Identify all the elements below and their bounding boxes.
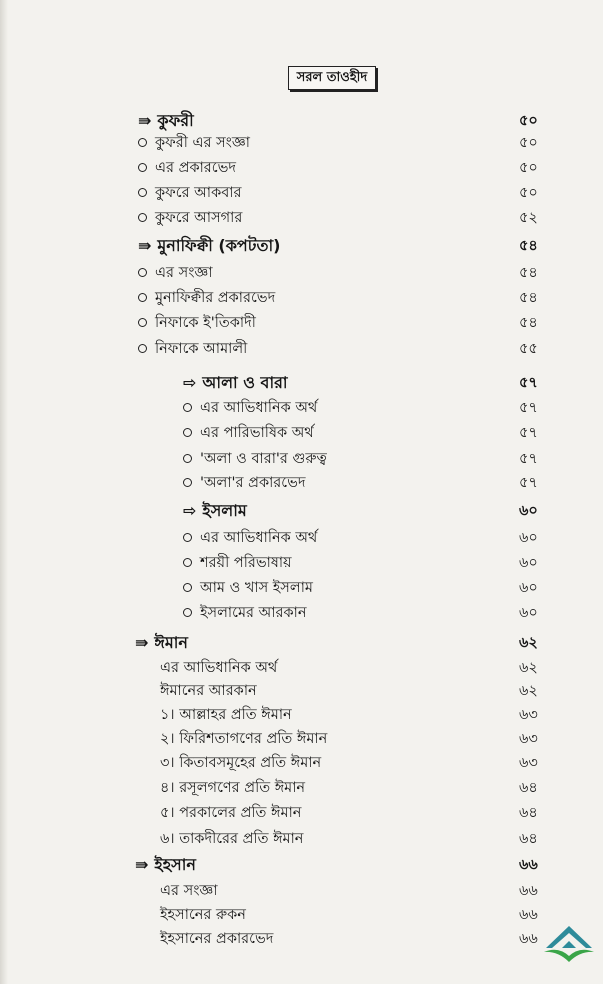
toc-entry-label bbox=[183, 525, 317, 551]
toc-entry-text: ৬। তাকদীরের প্রতি ঈমান bbox=[160, 831, 304, 847]
toc-entry-row bbox=[0, 800, 603, 826]
toc-entry-row bbox=[0, 336, 603, 362]
arrow-icon: ⇛ bbox=[138, 111, 152, 130]
toc-entry-text: এর আভিধানিক অর্থ bbox=[160, 660, 278, 676]
toc-page-number: ৬৪ bbox=[519, 805, 538, 821]
toc-page-number: ৫৪ bbox=[519, 315, 538, 331]
circle-bullet-icon bbox=[138, 163, 147, 172]
toc-entry-text: ইসলামের আরকান bbox=[200, 605, 307, 621]
toc-page-number: ৬২ bbox=[519, 635, 538, 651]
toc-entry-text: শরয়ী পরিভাষায় bbox=[200, 555, 292, 571]
toc-entry-text: ইহসানের প্রকারভেদ bbox=[160, 931, 274, 947]
circle-bullet-icon bbox=[138, 344, 147, 353]
toc-section-row bbox=[0, 370, 603, 396]
toc-entry-text: ইসলাম bbox=[202, 501, 247, 520]
toc-entry-label bbox=[138, 180, 241, 206]
toc-entry-text: কুফরে আসগার bbox=[155, 210, 243, 226]
toc-page-number: ৫০ bbox=[519, 185, 538, 201]
toc-entry-label bbox=[160, 726, 327, 752]
toc-entry-text: ৫। পরকালের প্রতি ঈমান bbox=[160, 805, 302, 821]
toc-entry-label bbox=[183, 575, 313, 601]
toc-entry-text: ১। আল্লাহর প্রতি ঈমান bbox=[160, 707, 292, 723]
toc-entry-label bbox=[183, 370, 288, 396]
arrow-icon: ⇛ bbox=[138, 236, 152, 255]
toc-entry-text: ৪। রসূলগণের প্রতি ঈমান bbox=[160, 780, 306, 796]
toc-page-number: ৬২ bbox=[519, 683, 538, 699]
toc-entry-row bbox=[0, 525, 603, 551]
toc-entry-text: ৩। কিতাবসমূহের প্রতি ঈমান bbox=[160, 755, 322, 771]
toc-entry-text: আম ও খাস ইসলাম bbox=[200, 580, 313, 596]
circle-bullet-icon bbox=[183, 428, 192, 437]
toc-entry-text: মুনাফিক্বীর প্রকারভেদ bbox=[155, 290, 276, 306]
toc-page-number: ৫৪ bbox=[519, 238, 538, 254]
toc-page-number: ৬৩ bbox=[519, 755, 538, 771]
toc-entry-row bbox=[0, 600, 603, 626]
toc-entry-label bbox=[183, 395, 317, 421]
toc-page-number: ৫৭ bbox=[519, 451, 538, 467]
toc-entry-row bbox=[0, 420, 603, 446]
toc-section-row bbox=[0, 852, 603, 878]
circle-bullet-icon bbox=[138, 268, 147, 277]
toc-page-number: ৫০ bbox=[519, 113, 538, 129]
toc-page-number: ৬৩ bbox=[519, 731, 538, 747]
toc-entry-text: কুফরে আকবার bbox=[155, 185, 242, 201]
toc-entry-label bbox=[138, 130, 250, 156]
circle-bullet-icon bbox=[183, 608, 192, 617]
circle-bullet-icon bbox=[138, 138, 147, 147]
toc-entry-text: নিফাকে আমালী bbox=[155, 341, 248, 357]
toc-entry-label bbox=[138, 155, 236, 181]
toc-entry-text: কুফরী bbox=[157, 111, 194, 130]
arrow-icon: ⇛ bbox=[135, 633, 149, 652]
toc-entry-row bbox=[0, 678, 603, 704]
circle-bullet-icon bbox=[183, 478, 192, 487]
toc-entry-text: ঈমান bbox=[154, 633, 188, 652]
toc-page-number: ৫৪ bbox=[519, 265, 538, 281]
circle-bullet-icon bbox=[138, 188, 147, 197]
toc-entry-text: এর প্রকারভেদ bbox=[155, 160, 237, 176]
toc-page-number: ৫৭ bbox=[519, 475, 538, 491]
toc-entry-row bbox=[0, 826, 603, 852]
circle-bullet-icon bbox=[183, 533, 192, 542]
toc-entry-row bbox=[0, 575, 603, 601]
toc-page-number: ৫২ bbox=[519, 210, 538, 226]
toc-entry-row bbox=[0, 446, 603, 472]
circle-bullet-icon bbox=[183, 558, 192, 567]
toc-page-number: ৬০ bbox=[519, 580, 538, 596]
toc-entry-label bbox=[183, 446, 327, 472]
toc-entry-text: এর পারিভাষিক অর্থ bbox=[200, 425, 314, 441]
toc-page-number: ৬৬ bbox=[519, 931, 538, 947]
toc-entry-text: এর সংজ্ঞা bbox=[160, 883, 218, 899]
toc-entry-row bbox=[0, 155, 603, 181]
toc-page-number: ৬৪ bbox=[519, 780, 538, 796]
toc-page-number: ৫০ bbox=[519, 160, 538, 176]
toc-page-number: ৬০ bbox=[519, 530, 538, 546]
toc-entry-label bbox=[183, 550, 292, 576]
toc-entry-label bbox=[160, 750, 321, 776]
toc-entry-label bbox=[183, 498, 247, 524]
arrow-icon: ⇛ bbox=[135, 855, 149, 874]
toc-entry-label bbox=[160, 902, 246, 928]
toc-page-number: ৬৩ bbox=[519, 707, 538, 723]
toc-entry-row bbox=[0, 395, 603, 421]
circle-bullet-icon bbox=[183, 583, 192, 592]
circle-bullet-icon bbox=[183, 454, 192, 463]
toc-entry-row bbox=[0, 205, 603, 231]
toc-entry-row bbox=[0, 926, 603, 952]
toc-entry-text: এর আভিধানিক অর্থ bbox=[200, 400, 318, 416]
toc-entry-text: 'অলা'র প্রকারভেদ bbox=[200, 475, 306, 491]
toc-page-number: ৬৬ bbox=[519, 907, 538, 923]
toc-page-number: ৫৭ bbox=[519, 375, 538, 391]
running-header: সরল তাওহীদ bbox=[288, 66, 376, 90]
toc-page-number: ৬০ bbox=[519, 555, 538, 571]
toc-entry-row bbox=[0, 902, 603, 928]
toc-entry-row bbox=[0, 285, 603, 311]
toc-entry-text: কুফরী এর সংজ্ঞা bbox=[155, 135, 250, 151]
toc-entry-label bbox=[135, 630, 188, 656]
toc-entry-label bbox=[138, 205, 242, 231]
toc-page-number: ৬৬ bbox=[519, 883, 538, 899]
toc-entry-row bbox=[0, 310, 603, 336]
arrow-icon: ⇨ bbox=[183, 373, 197, 392]
toc-entry-label bbox=[160, 775, 305, 801]
toc-entry-label bbox=[160, 678, 257, 704]
toc-entry-label bbox=[160, 878, 218, 904]
circle-bullet-icon bbox=[138, 213, 147, 222]
toc-entry-label bbox=[135, 852, 196, 878]
toc-entry-text: 'অলা ও বারা'র গুরুত্ব bbox=[200, 451, 327, 467]
toc-section-row bbox=[0, 498, 603, 524]
toc-entry-row bbox=[0, 878, 603, 904]
toc-page-number: ৫৪ bbox=[519, 290, 538, 306]
toc-entry-text: নিফাকে ই'তিকাদী bbox=[155, 315, 256, 331]
toc-entry-text: আলা ও বারা bbox=[202, 373, 288, 392]
toc-entry-label bbox=[138, 233, 280, 259]
toc-entry-row bbox=[0, 726, 603, 752]
toc-page-number: ৬৪ bbox=[519, 831, 538, 847]
toc-entry-label bbox=[138, 285, 275, 311]
toc-entry-text: এর আভিধানিক অর্থ bbox=[200, 530, 318, 546]
toc-section-row bbox=[0, 630, 603, 656]
toc-page-number: ৫৭ bbox=[519, 400, 538, 416]
toc-page-number: ৫৭ bbox=[519, 425, 538, 441]
toc-page-number: ৬২ bbox=[519, 660, 538, 676]
toc-entry-text: ২। ফিরিশতাগণের প্রতি ঈমান bbox=[160, 731, 328, 747]
toc-entry-row bbox=[0, 550, 603, 576]
circle-bullet-icon bbox=[138, 318, 147, 327]
toc-entry-label bbox=[160, 926, 273, 952]
toc-entry-row bbox=[0, 470, 603, 496]
toc-entry-text: এর সংজ্ঞা bbox=[155, 265, 213, 281]
toc-entry-label bbox=[160, 800, 301, 826]
circle-bullet-icon bbox=[138, 293, 147, 302]
publisher-logo-icon bbox=[540, 918, 598, 968]
toc-entry-row bbox=[0, 775, 603, 801]
arrow-icon: ⇨ bbox=[183, 501, 197, 520]
toc-page-number: ৫০ bbox=[519, 135, 538, 151]
toc-entry-label bbox=[138, 336, 247, 362]
toc-entry-label bbox=[160, 702, 292, 728]
toc-page-number: ৬০ bbox=[519, 605, 538, 621]
toc-entry-row bbox=[0, 130, 603, 156]
toc-entry-text: মুনাফিক্বী (কপটতা) bbox=[157, 236, 281, 255]
toc-entry-label bbox=[183, 600, 307, 626]
toc-page-number: ৬৬ bbox=[519, 857, 538, 873]
toc-entry-row bbox=[0, 260, 603, 286]
toc-entry-text: ঈমানের আরকান bbox=[160, 683, 257, 699]
toc-entry-row bbox=[0, 702, 603, 728]
toc-page-number: ৫৫ bbox=[519, 341, 538, 357]
circle-bullet-icon bbox=[183, 403, 192, 412]
toc-entry-text: ইহসান bbox=[154, 855, 196, 874]
toc-entry-label bbox=[138, 310, 256, 336]
toc-section-row bbox=[0, 233, 603, 259]
toc-entry-row bbox=[0, 180, 603, 206]
toc-entry-label bbox=[183, 420, 314, 446]
toc-entry-text: ইহসানের রুকন bbox=[160, 907, 246, 923]
toc-entry-label bbox=[138, 260, 213, 286]
toc-entry-label bbox=[183, 470, 306, 496]
toc-entry-row bbox=[0, 750, 603, 776]
toc-entry-label bbox=[160, 826, 303, 852]
toc-page-number: ৬০ bbox=[519, 503, 538, 519]
